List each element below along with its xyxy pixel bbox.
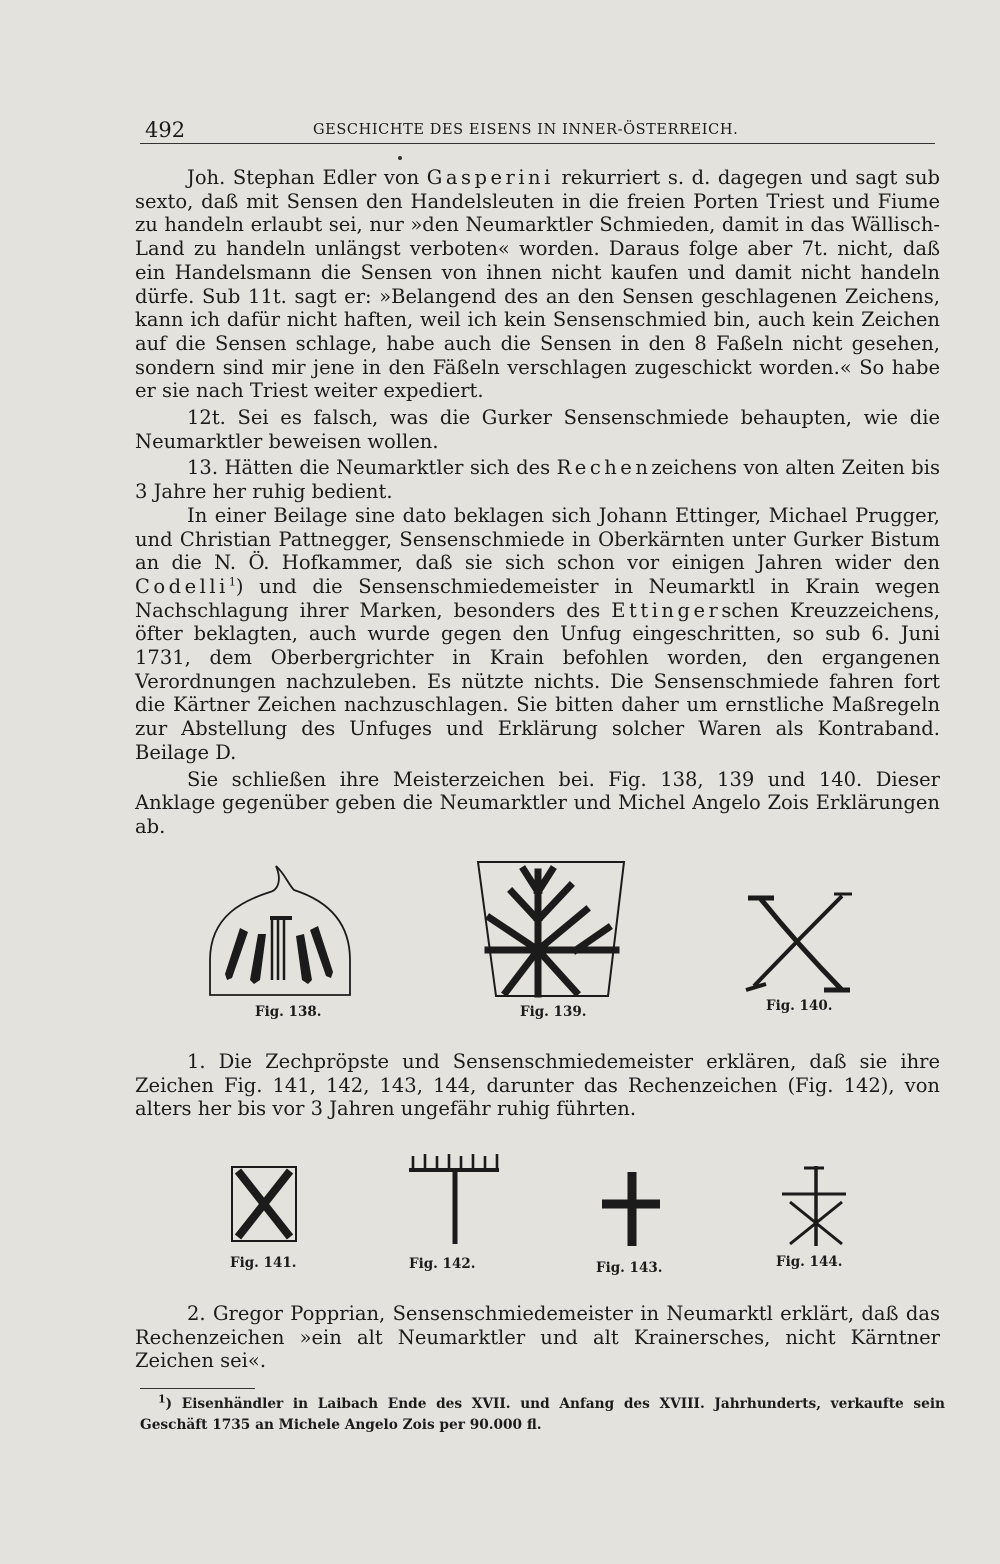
paragraph-zechpropste: 1. Die Zechpröpste und Sensenschmiedemeister erklären, daß sie ihre Zeichen Fig. 141, 142, 143, 144, darunter das Rechenzeichen (Fig. 142), von alters her bis vor 3 Jahren ungefähr ruhig führten. [135, 1050, 940, 1121]
caption-fig-140: Fig. 140. [766, 998, 833, 1014]
caption-fig-141: Fig. 141. [230, 1255, 297, 1271]
text-run: In einer Beilage sine dato beklagen sich Johann Ettinger, Michael Prugger, und Christian Pattnegger, Sensenschmiede in Oberkärnten unter Gurker Bistum an die N. Ö. Hofkammer, daß sie sich schon vor einigen Jahren wider den [135, 503, 940, 575]
mark-142-drawing [405, 1150, 505, 1245]
spaced-word-rechen: Rechen [556, 456, 652, 480]
header-rule [140, 143, 935, 144]
footnote-rule [140, 1388, 255, 1389]
text-block-upper [135, 166, 940, 839]
footnote-number: 1 [158, 1392, 166, 1406]
text-run: 13. Hätten die Neumarktler sich des [187, 456, 557, 480]
footnote-text [140, 1394, 945, 1436]
page-number: 492 [145, 118, 186, 142]
page-header [145, 118, 935, 140]
mark-138-drawing [200, 860, 360, 1000]
spaced-name-gasperini: Gasperini [426, 166, 554, 189]
mark-144-drawing [780, 1158, 850, 1248]
figure-139 [476, 858, 626, 1020]
figure-143 [596, 1168, 663, 1276]
mark-143-drawing [600, 1168, 660, 1248]
paragraph-13 [135, 456, 940, 503]
spaced-name-ettinger: Ettinger [611, 598, 722, 622]
paragraph-meisterzeichen: Sie schließen ihre Meisterzeichen bei. Fig. 138, 139 und 140. Dieser Anklage gegenüber geben die Neumarktler und Michel Angelo Zois Erklärungen ab. [135, 767, 940, 838]
caption-fig-138: Fig. 138. [255, 1004, 322, 1020]
text-run: ) Eisenhändler in Laibach Ende des XVII. und Anfang des XVIII. Jahrhunderts, verkaufte sein Geschäft 1735 an Michele Angelo Zois per 90.000 fl. [140, 1396, 945, 1433]
paragraph-popprian: 2. Gregor Popprian, Sensenschmiedemeister in Neumarktl erklärt, daß das Rechenzeichen »ein alt Neumarktler und alt Krainersches, nicht Kärntner Zeichen sei«. [135, 1302, 940, 1373]
caption-fig-139: Fig. 139. [520, 1004, 587, 1020]
paragraph-12t: 12t. Sei es falsch, was die Gurker Sensenschmiede behaupten, wie die Neumarktler beweisen wollen. [135, 406, 940, 453]
mark-139-drawing [476, 858, 626, 1000]
spaced-name-codelli: Codelli [135, 574, 229, 598]
ink-dot [398, 156, 402, 160]
figure-141 [230, 1165, 298, 1271]
text-run: zeichens von alten Zeiten bis 3 Jahre her ruhig bedient. [135, 456, 941, 504]
text-run: ) und die Sensenschmiedemeister in Neumarktl in Krain wegen Nachschlagung ihrer Marken, besonders des [135, 574, 940, 622]
mark-141-drawing [230, 1165, 298, 1243]
paragraph-gasperini [135, 166, 940, 403]
footnote [140, 1394, 945, 1436]
figure-138 [200, 860, 360, 1020]
figure-140 [738, 890, 858, 1014]
text-block-lower [135, 1302, 940, 1373]
text-run: schen Kreuzzeichens, öfter beklagten, auch wurde gegen den Unfug eingeschritten, so sub 6. Juni 1731, dem Oberbergrichter in Krain befohlen worden, den ergangenen Verordnungen nachzuleben. Es nützte nichts. Die Sensenschmiede fahren fort die Kärtner Zeichen nachzuschlagen. Sie bitten daher um ernstliche Maßregeln zur Abstellung des Unfuges und Erklärung solcher Waren als Kontraband. Beilage D. [135, 598, 941, 764]
text-run: Joh. Stephan Edler von [187, 166, 427, 189]
paragraph-beilage [135, 504, 940, 765]
caption-fig-144: Fig. 144. [776, 1254, 843, 1270]
text-block-middle [135, 1050, 940, 1121]
caption-fig-143: Fig. 143. [596, 1260, 663, 1276]
running-title: GESCHICHTE DES EISENS IN INNER-ÖSTERREICH. [313, 122, 739, 138]
mark-140-drawing [738, 890, 858, 1000]
figure-142 [405, 1150, 505, 1272]
footnote-mark: 1 [228, 575, 236, 589]
figure-144 [776, 1158, 850, 1270]
text-run: rekurriert s. d. dagegen und sagt sub sexto, daß mit Sensen den Handelsleuten in die freien Porten Triest und Fiume zu handeln erlaubt sei, nur »den Neumarktler Schmieden, damit in das Wällisch-Land zu handeln unlängst verboten« worden. Daraus folge aber 7t. nicht, daß ein Handelsmann die Sensen von ihnen nicht kaufen und damit nicht handeln dürfe. Sub 11t. sagt er: »Belangend des an den Sensen geschlagenen Zeichens, kann ich dafür nicht haften, weil ich kein Sensenschmied bin, auch kein Zeichen auf die Sensen schlage, habe auch die Sensen in den 8 Faßeln nicht gesehen, sondern sind mir jene in den Fäßeln verschlagen zugeschickt worden.« So habe er sie nach Triest weiter expediert. [135, 166, 940, 403]
caption-fig-142: Fig. 142. [409, 1256, 476, 1272]
